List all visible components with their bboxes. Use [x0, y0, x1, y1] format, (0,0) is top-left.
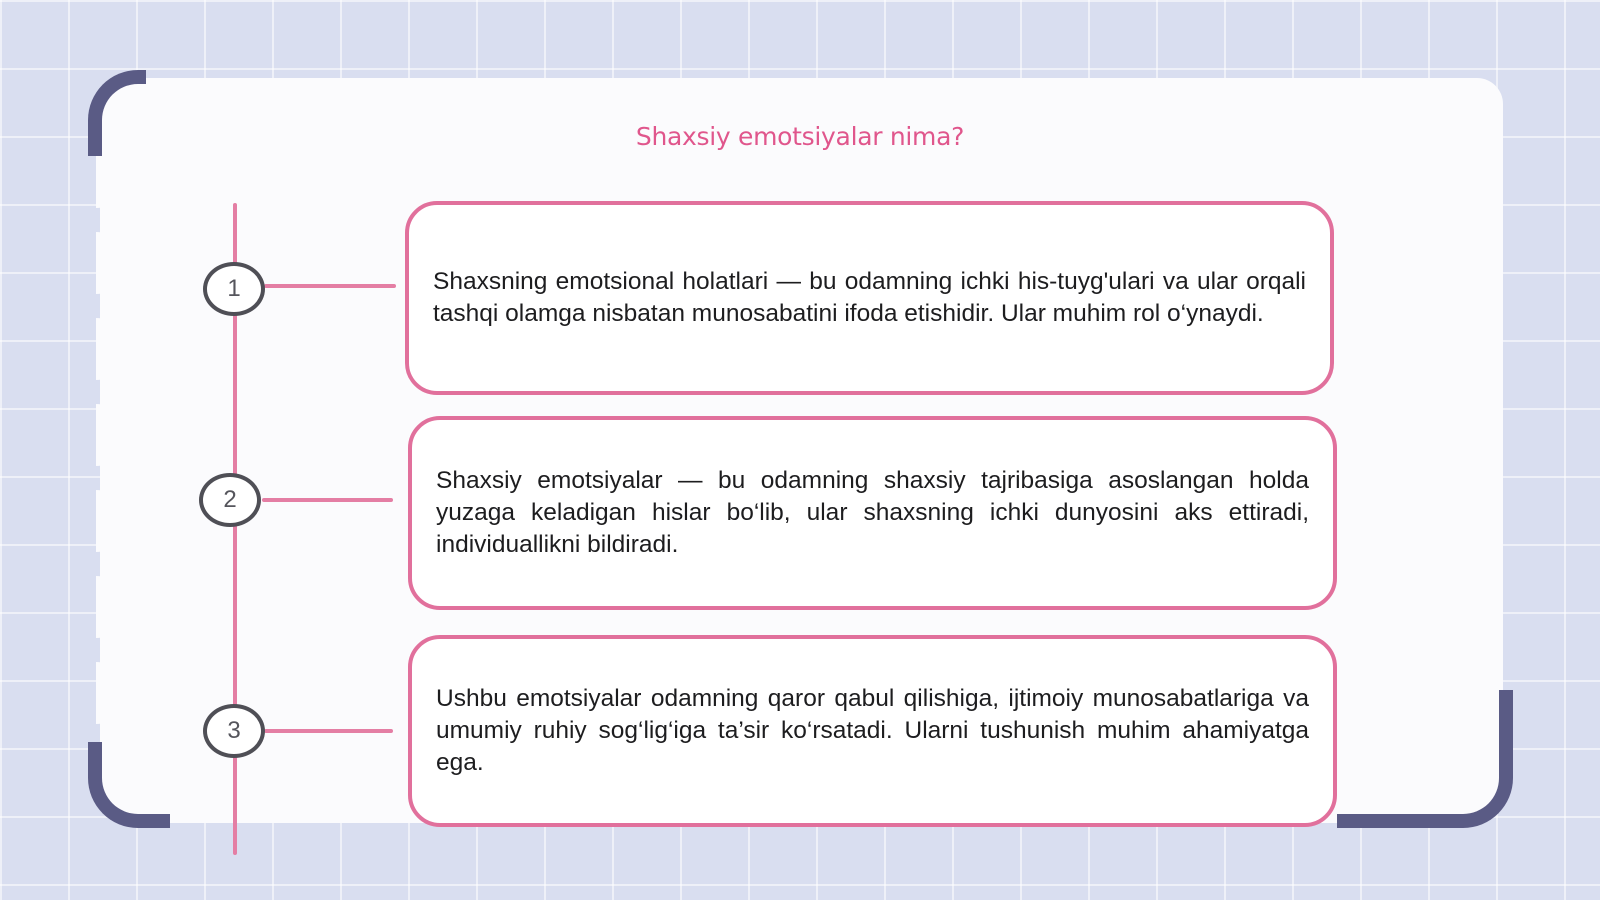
step-text-box: [408, 416, 1337, 610]
step-text: Ushbu emotsiyalar odamning qaror qabul qilishiga, ijtimoiy munosabatlariga va umumiy ruhiy sog‘lig‘iga ta’sir ko‘rsatadi. Ularni tushunish muhim ahamiyatga ega.: [436, 685, 1309, 776]
step-number-badge: 1: [203, 262, 265, 316]
step-text: Shaxsiy emotsiyalar — bu odamning shaxsiy tajribasiga asoslangan holda yuzaga keladigan hislar bo‘lib, ular shaxsning ichki dunyosini aks ettiradi, individuallikni bildiradi.: [436, 467, 1309, 558]
timeline-connector: [264, 284, 396, 288]
frame-corner-bottom-left: [88, 742, 170, 828]
step-text: Shaxsning emotsional holatlari — bu odamning ichki his-tuyg'ulari va ular orqali tashqi olamga nisbatan munosabatini ifoda etishidir. Ular muhim rol o‘ynaydi.: [433, 268, 1306, 327]
frame-corner-top-left: [88, 70, 146, 156]
step-number-badge: 3: [203, 704, 265, 758]
step-number-badge: 2: [199, 473, 261, 527]
step-text-box: [405, 201, 1334, 395]
slide-title: Shaxsiy emotsiyalar nima?: [635, 122, 965, 151]
timeline-connector: [262, 498, 393, 502]
timeline-connector: [264, 729, 393, 733]
step-text-box: [408, 635, 1337, 827]
frame-corner-bottom-right: [1337, 690, 1513, 828]
